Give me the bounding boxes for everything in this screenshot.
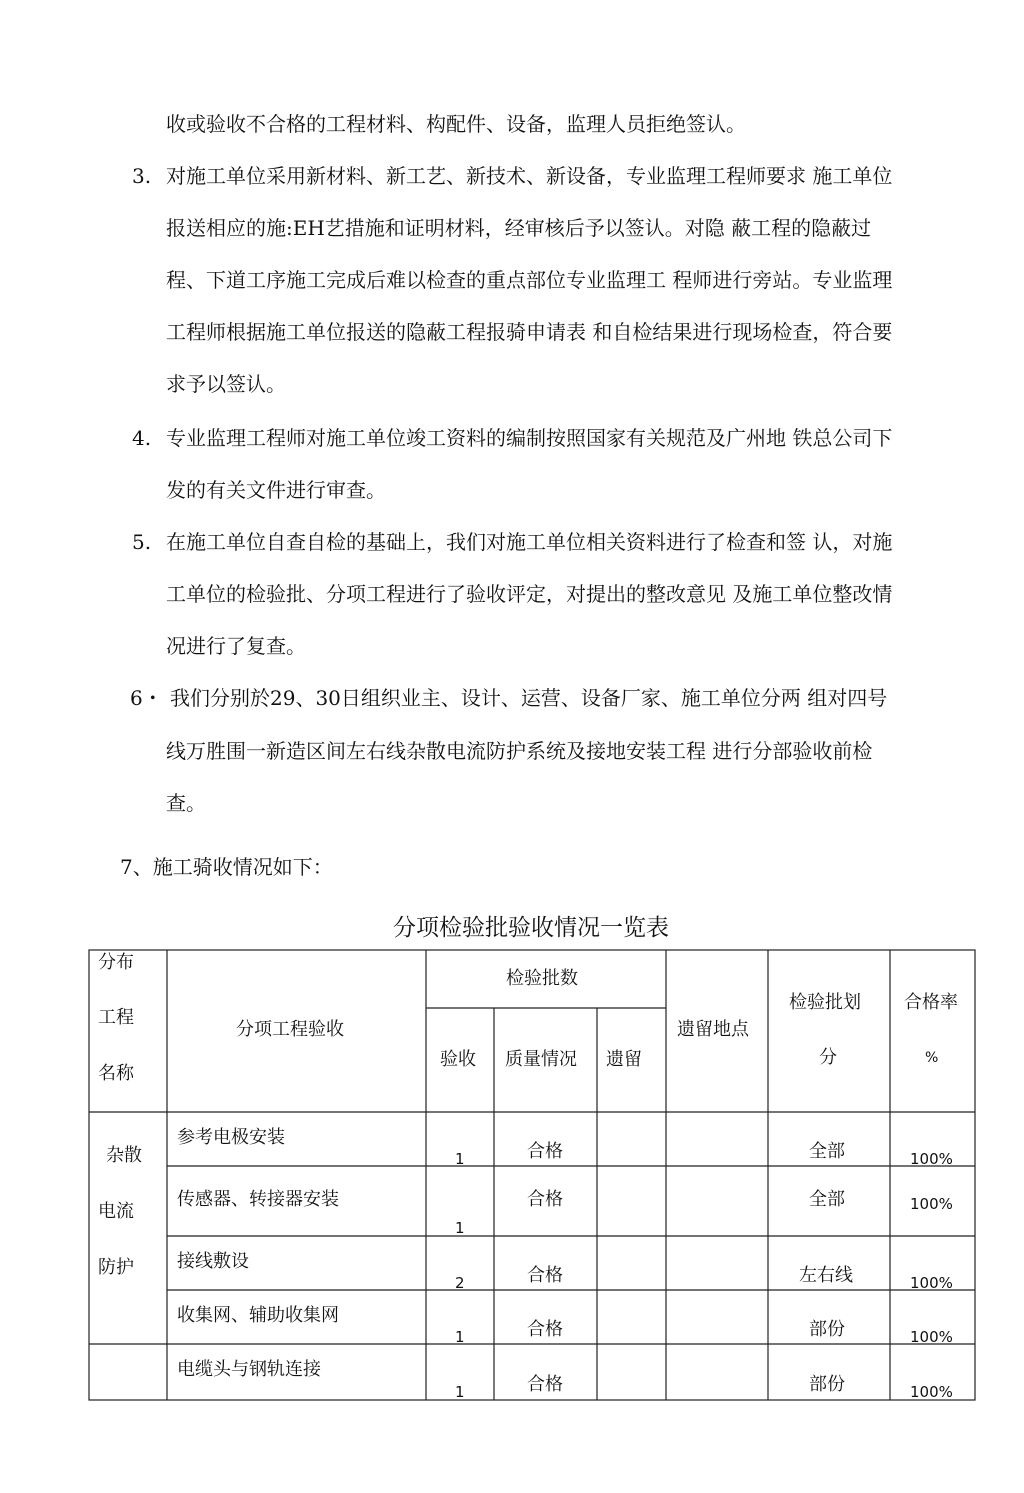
table-row-item: 收集网、辅助收集网	[177, 1305, 339, 1326]
header-quality: 质量情况	[505, 1049, 577, 1070]
paragraph-line: 求予以签认。	[166, 372, 286, 396]
header-col1-line2: 工程	[98, 1007, 134, 1028]
table-row-count: 1	[455, 1219, 465, 1237]
table-row-rate: 100%	[910, 1383, 953, 1401]
table-row-quality: 合格	[527, 1265, 563, 1286]
table-row-item: 接线敷设	[177, 1251, 249, 1272]
header-group: 检验批数	[506, 968, 578, 989]
paragraph-line: 况进行了复查。	[166, 634, 306, 658]
table-row-item: 参考电极安装	[177, 1127, 285, 1148]
table-row-rate: 100%	[910, 1150, 953, 1168]
header-division-line1: 检验批划	[789, 992, 861, 1013]
list-number: 5.	[132, 530, 152, 554]
paragraph-line: 收或验收不合格的工程材料、构配件、设备，监理人员拒绝签认。	[166, 112, 746, 136]
table-row-quality: 合格	[527, 1319, 563, 1340]
header-pass-rate-line2: %	[925, 1050, 939, 1066]
table-row-item: 传感器、转接器安装	[177, 1189, 339, 1210]
paragraph-line: 我们分别於29、30日组织业主、设计、运营、设备厂家、施工单位分两 组对四号	[170, 686, 888, 710]
table-row-division: 左右线	[799, 1265, 853, 1286]
table-row-quality: 合格	[527, 1374, 563, 1395]
paragraph-line: 工程师根据施工单位报送的隐蔽工程报骑申请表 和自检结果进行现场检查，符合要	[166, 320, 893, 344]
paragraph-line: 发的有关文件进行审查。	[166, 478, 386, 502]
table-row-rate: 100%	[910, 1195, 953, 1213]
list-number: 6・	[130, 686, 163, 710]
header-col1-line3: 名称	[98, 1063, 134, 1084]
table-row-quality: 合格	[527, 1189, 563, 1210]
header-remain-place: 遗留地点	[677, 1019, 749, 1040]
table-row-quality: 合格	[527, 1141, 563, 1162]
paragraph-line: 专业监理工程师对施工单位竣工资料的编制按照国家有关规范及广州地 铁总公司下	[166, 426, 893, 450]
header-col1-line1: 分布	[98, 952, 134, 973]
table-row-count: 1	[455, 1150, 465, 1168]
paragraph-line: 程、下道工序施工完成后难以检查的重点部位专业监理工 程师进行旁站。专业监理	[166, 268, 893, 292]
paragraph-line: 查。	[166, 791, 206, 815]
paragraph-line: 线万胜围一新造区间左右线杂散电流防护系统及接地安装工程 进行分部验收前检	[166, 739, 873, 763]
table-row-count: 1	[455, 1383, 465, 1401]
table-row-division: 全部	[809, 1189, 845, 1210]
table-row-item: 电缆头与钢轨连接	[177, 1359, 321, 1380]
group-name-line3: 防护	[98, 1257, 134, 1278]
header-remain: 遗留	[606, 1049, 642, 1070]
table-row-count: 1	[455, 1328, 465, 1346]
table-row-rate: 100%	[910, 1328, 953, 1346]
group-name-line2: 电流	[98, 1201, 134, 1222]
table-row-rate: 100%	[910, 1274, 953, 1292]
header-item: 分项工程验收	[236, 1019, 344, 1040]
list-number: 3.	[132, 164, 152, 188]
header-accept: 验收	[440, 1049, 476, 1070]
paragraph-line: 在施工单位自查自检的基础上，我们对施工单位相关资料进行了检查和签 认，对施	[166, 530, 893, 554]
table-row-division: 部份	[809, 1319, 845, 1340]
section-intro: 7、施工骑收情况如下：	[120, 855, 333, 879]
list-number: 4.	[132, 426, 152, 450]
header-pass-rate-line1: 合格率	[904, 992, 958, 1013]
header-division-line2: 分	[819, 1047, 837, 1068]
paragraph-line: 报送相应的施:EH艺措施和证明材料，经审核后予以签认。对隐 蔽工程的隐蔽过	[166, 216, 872, 240]
table-row-division: 全部	[809, 1141, 845, 1162]
table-row-count: 2	[455, 1274, 465, 1292]
table-title: 分项检验批验收情况一览表	[393, 915, 669, 941]
paragraph-line: 对施工单位采用新材料、新工艺、新技术、新设备，专业监理工程师要求 施工单位	[166, 164, 893, 188]
paragraph-line: 工单位的检验批、分项工程进行了验收评定，对提出的整改意见 及施工单位整改情	[166, 582, 893, 606]
table-row-division: 部份	[809, 1374, 845, 1395]
group-name-line1: 杂散	[106, 1145, 142, 1166]
